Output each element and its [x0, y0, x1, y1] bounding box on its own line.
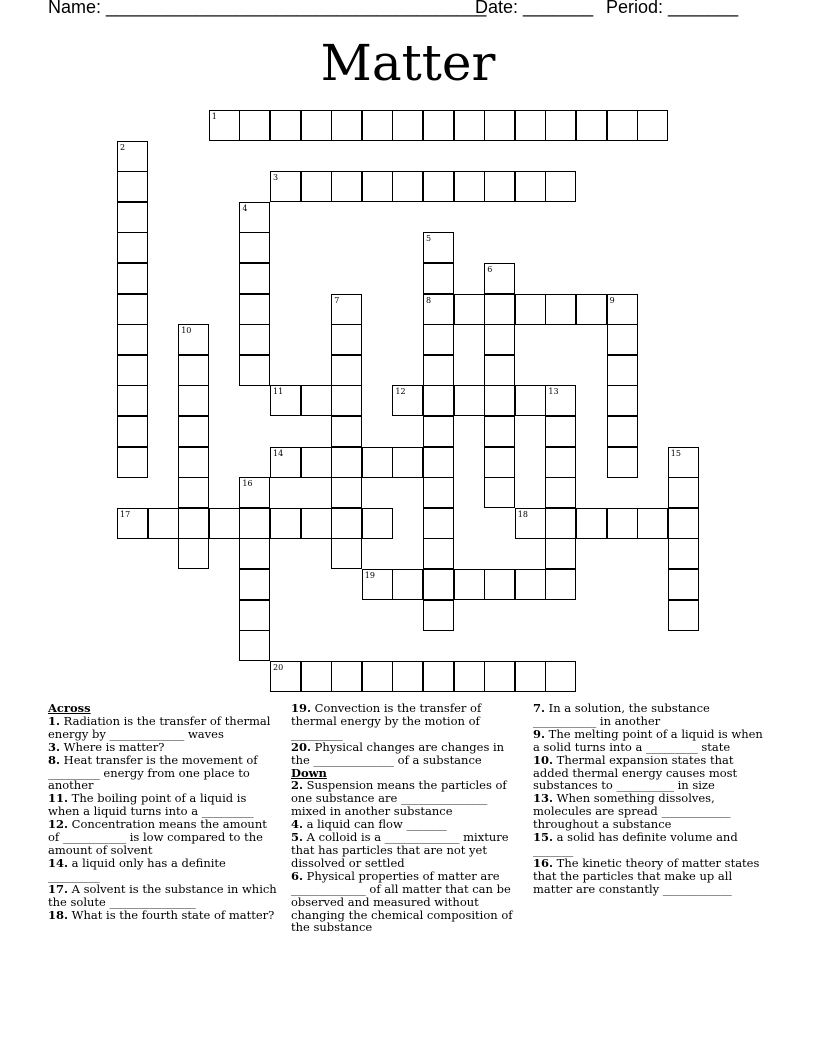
clues-column-3	[533, 702, 765, 896]
crossword-cell[interactable]	[178, 324, 209, 355]
crossword-cell[interactable]	[239, 569, 270, 600]
clue-down-16: 16. The kinetic theory of matter states that the particles that make up all matter are constantly ____________	[533, 855, 760, 896]
crossword-cell[interactable]	[301, 171, 332, 202]
crossword-cell[interactable]	[515, 110, 546, 141]
down-heading: Down	[291, 765, 327, 780]
crossword-cell[interactable]	[423, 263, 454, 294]
clue-number: 2	[120, 142, 126, 152]
crossword-cell[interactable]	[423, 294, 454, 325]
clue-number: 19	[364, 571, 375, 580]
crossword-cell[interactable]	[331, 355, 362, 386]
crossword-cell[interactable]	[515, 385, 546, 416]
crossword-cell[interactable]	[331, 171, 362, 202]
crossword-cell[interactable]	[423, 538, 454, 569]
crossword-cell[interactable]	[607, 324, 638, 355]
crossword-cell[interactable]	[423, 110, 454, 141]
name-field: Name: ______________________________________	[48, 0, 487, 17]
clue-number: 18	[517, 509, 528, 519]
clue-across-1: 1. Radiation is the transfer of thermal energy by _____________ waves	[48, 713, 271, 741]
crossword-cell[interactable]	[423, 385, 454, 416]
crossword-cell[interactable]	[545, 538, 576, 569]
crossword-cell[interactable]	[454, 171, 485, 202]
crossword-cell[interactable]	[239, 355, 270, 386]
crossword-cell[interactable]	[423, 171, 454, 202]
crossword-cell[interactable]	[239, 232, 270, 263]
clue-down-15: 15. a solid has definite volume and _______	[533, 830, 738, 857]
crossword-cell[interactable]	[576, 508, 607, 539]
crossword-cell[interactable]	[178, 355, 209, 386]
crossword-cell[interactable]	[178, 508, 209, 539]
page-title: Matter	[320, 34, 496, 92]
crossword-cell[interactable]	[423, 600, 454, 631]
clues-column-1	[48, 702, 280, 921]
clue-down-13: 13. When something dissolves, molecules are spread ____________ throughout a substance	[533, 791, 731, 832]
clue-number: 6	[487, 265, 493, 274]
crossword-cell[interactable]	[668, 508, 699, 539]
crossword-cell[interactable]	[239, 324, 270, 355]
clue-number: 1	[211, 112, 217, 121]
crossword-cell[interactable]	[515, 508, 546, 539]
crossword-cell[interactable]	[484, 355, 515, 386]
clue-across-17: 17. A solvent is the substance in which the solute _______________	[48, 881, 277, 909]
clue-across-14: 14. a liquid only has a definite _________	[48, 855, 226, 883]
crossword-cell[interactable]	[178, 385, 209, 416]
crossword-cell[interactable]	[484, 416, 515, 447]
clue-number: 4	[242, 203, 248, 213]
crossword-cell[interactable]	[301, 385, 332, 416]
crossword-cell[interactable]	[209, 508, 240, 539]
crossword-cell[interactable]	[117, 171, 148, 202]
crossword-cell[interactable]	[239, 110, 270, 141]
crossword-cell[interactable]	[117, 355, 148, 386]
crossword-cell[interactable]	[362, 447, 393, 478]
clue-number: 9	[609, 295, 615, 305]
crossword-cell[interactable]	[178, 538, 209, 569]
clue-across-18: 18. What is the fourth state of matter?	[48, 907, 275, 922]
crossword-cell[interactable]	[423, 477, 454, 508]
clue-number: 11	[273, 387, 284, 397]
crossword-cell[interactable]	[331, 416, 362, 447]
crossword-cell[interactable]	[637, 508, 668, 539]
crossword-cell[interactable]	[331, 294, 362, 325]
crossword-cell[interactable]	[362, 569, 393, 600]
clue-number: 12	[395, 387, 406, 397]
crossword-cell[interactable]	[545, 477, 576, 508]
crossword-cell[interactable]	[331, 661, 362, 692]
crossword-cell[interactable]	[117, 416, 148, 447]
crossword-cell[interactable]	[331, 324, 362, 355]
crossword-cell[interactable]	[484, 324, 515, 355]
clue-down-2: 2. Suspension means the particles of one substance are _______________ mixed in another substance	[291, 778, 507, 819]
crossword-cell[interactable]	[668, 569, 699, 600]
crossword-cell[interactable]	[301, 661, 332, 692]
crossword-cell[interactable]	[607, 508, 638, 539]
crossword-cell[interactable]	[545, 569, 576, 600]
crossword-cell[interactable]	[607, 294, 638, 325]
crossword-cell[interactable]	[117, 447, 148, 478]
crossword-cell[interactable]	[515, 294, 546, 325]
crossword-cell[interactable]	[484, 477, 515, 508]
crossword-cell[interactable]	[545, 110, 576, 141]
crossword-cell[interactable]	[117, 263, 148, 294]
clue-down-7: 7. In a solution, the substance ___________ in another	[533, 701, 710, 728]
crossword-cell[interactable]	[392, 447, 423, 478]
crossword-cell[interactable]	[545, 508, 576, 539]
crossword-cell[interactable]	[331, 110, 362, 141]
crossword-cell[interactable]	[362, 508, 393, 539]
crossword-cell[interactable]	[607, 355, 638, 386]
crossword-cell[interactable]	[239, 477, 270, 508]
crossword-cell[interactable]	[117, 294, 148, 325]
crossword-cell[interactable]	[362, 171, 393, 202]
crossword-cell[interactable]	[423, 447, 454, 478]
crossword-cell[interactable]	[545, 385, 576, 416]
crossword-cell[interactable]	[270, 171, 301, 202]
crossword-cell[interactable]	[484, 294, 515, 325]
crossword-cell[interactable]	[423, 355, 454, 386]
crossword-cell[interactable]	[454, 385, 485, 416]
crossword-cell[interactable]	[545, 171, 576, 202]
crossword-cell[interactable]	[607, 385, 638, 416]
crossword-cell[interactable]	[484, 569, 515, 600]
crossword-cell[interactable]	[668, 538, 699, 569]
crossword-cell[interactable]	[331, 508, 362, 539]
clue-number: 15	[670, 448, 681, 458]
clue-across-11: 11. The boiling point of a liquid is when a liquid turns into a _________	[48, 791, 254, 819]
crossword-cell[interactable]	[270, 447, 301, 478]
clue-number: 8	[426, 295, 432, 305]
crossword-cell[interactable]	[423, 416, 454, 447]
crossword-cell[interactable]	[423, 324, 454, 355]
crossword-cell[interactable]	[239, 263, 270, 294]
crossword-cell[interactable]	[331, 477, 362, 508]
crossword-cell[interactable]	[301, 110, 332, 141]
crossword-cell[interactable]	[178, 447, 209, 478]
date-field: Date: _______	[475, 0, 594, 17]
clue-number: 14	[273, 448, 284, 458]
clue-across-20: 20. Physical changes are changes in the ______________ of a substance	[291, 739, 505, 767]
clue-down-9: 9. The melting point of a liquid is when a solid turns into a _________ state	[533, 726, 763, 754]
clues-column-2	[291, 702, 523, 934]
clue-down-5: 5. A colloid is a _____________ mixture that has particles that are not yet dissolved or settled	[291, 830, 509, 870]
crossword-cell[interactable]	[270, 508, 301, 539]
crossword-cell[interactable]	[148, 508, 179, 539]
clue-down-4: 4. a liquid can flow _______	[291, 817, 447, 832]
crossword-cell[interactable]	[454, 294, 485, 325]
clue-down-10: 10. Thermal expansion states that added thermal energy causes most substances to __________ in size	[533, 752, 738, 793]
clue-number: 16	[242, 479, 253, 489]
crossword-cell[interactable]	[637, 110, 668, 141]
crossword-cell[interactable]	[423, 508, 454, 539]
crossword-cell[interactable]	[331, 447, 362, 478]
crossword-cell[interactable]	[576, 110, 607, 141]
crossword-cell[interactable]	[607, 110, 638, 141]
crossword-cell[interactable]	[515, 661, 546, 692]
crossword-cell[interactable]	[117, 508, 148, 539]
clue-number: 17	[120, 509, 131, 519]
clue-across-19: 19. Convection is the transfer of thermal energy by the motion of _________	[291, 701, 482, 741]
crossword-cell[interactable]	[117, 385, 148, 416]
crossword-cell[interactable]	[178, 477, 209, 508]
clue-number: 13	[548, 387, 559, 397]
crossword-cell[interactable]	[515, 171, 546, 202]
clue-across-12: 12. Concentration means the amount of ___________ is low compared to the amount of solvent	[48, 817, 267, 857]
clue-across-3: 3. Where is matter?	[48, 739, 165, 754]
crossword-cell[interactable]	[239, 202, 270, 233]
crossword-cell[interactable]	[668, 447, 699, 478]
crossword-cell[interactable]	[117, 232, 148, 263]
crossword-cell[interactable]	[331, 385, 362, 416]
crossword-cell[interactable]	[239, 630, 270, 661]
crossword-cell[interactable]	[454, 661, 485, 692]
crossword-cell[interactable]	[423, 661, 454, 692]
crossword-cell[interactable]	[484, 447, 515, 478]
crossword-cell[interactable]	[270, 110, 301, 141]
crossword-cell[interactable]	[270, 385, 301, 416]
crossword-cell[interactable]	[454, 569, 485, 600]
crossword-cell[interactable]	[392, 661, 423, 692]
crossword-cell[interactable]	[392, 569, 423, 600]
clue-number: 7	[334, 295, 340, 305]
across-heading: Across	[48, 701, 91, 715]
crossword-cell[interactable]	[545, 294, 576, 325]
crossword-cell[interactable]	[239, 294, 270, 325]
clue-number: 10	[181, 326, 192, 336]
clue-number: 5	[426, 234, 432, 244]
crossword-cell[interactable]	[484, 171, 515, 202]
crossword-cell[interactable]	[545, 447, 576, 478]
crossword-cell[interactable]	[117, 202, 148, 233]
crossword-cell[interactable]	[607, 447, 638, 478]
crossword-cell[interactable]	[117, 324, 148, 355]
crossword-cell[interactable]	[331, 538, 362, 569]
crossword-cell[interactable]	[392, 385, 423, 416]
crossword-cell[interactable]	[209, 110, 240, 141]
crossword-cell[interactable]	[484, 661, 515, 692]
clue-number: 3	[273, 173, 279, 183]
crossword-cell[interactable]	[576, 294, 607, 325]
crossword-cell[interactable]	[117, 141, 148, 172]
crossword-cell[interactable]	[392, 171, 423, 202]
crossword-cell[interactable]	[362, 110, 393, 141]
crossword-cell[interactable]	[484, 385, 515, 416]
crossword-cell[interactable]	[668, 477, 699, 508]
crossword-cell[interactable]	[362, 661, 393, 692]
crossword-cell[interactable]	[178, 416, 209, 447]
period-field: Period: _______	[606, 0, 739, 17]
crossword-cell[interactable]	[239, 508, 270, 539]
crossword-cell[interactable]	[301, 508, 332, 539]
crossword-cell[interactable]	[423, 569, 454, 600]
crossword-cell[interactable]	[270, 661, 301, 692]
clue-across-8: 8. Heat transfer is the movement of _________ energy from one place to another	[48, 752, 258, 793]
crossword-cell[interactable]	[545, 416, 576, 447]
crossword-cell[interactable]	[392, 110, 423, 141]
clue-down-6: 6. Physical properties of matter are _____________ of all matter that can be observed and measured without changing the chemical composition of the substance	[291, 868, 513, 935]
crossword-cell[interactable]	[545, 661, 576, 692]
crossword-cell[interactable]	[607, 416, 638, 447]
crossword-cell[interactable]	[239, 600, 270, 631]
clue-number: 20	[273, 662, 284, 672]
crossword-cell[interactable]	[484, 110, 515, 141]
crossword-cell[interactable]	[454, 110, 485, 141]
crossword-cell[interactable]	[515, 569, 546, 600]
crossword-cell[interactable]	[239, 538, 270, 569]
crossword-cell[interactable]	[484, 263, 515, 294]
crossword-cell[interactable]	[423, 232, 454, 263]
crossword-cell[interactable]	[668, 600, 699, 631]
crossword-cell[interactable]	[301, 447, 332, 478]
